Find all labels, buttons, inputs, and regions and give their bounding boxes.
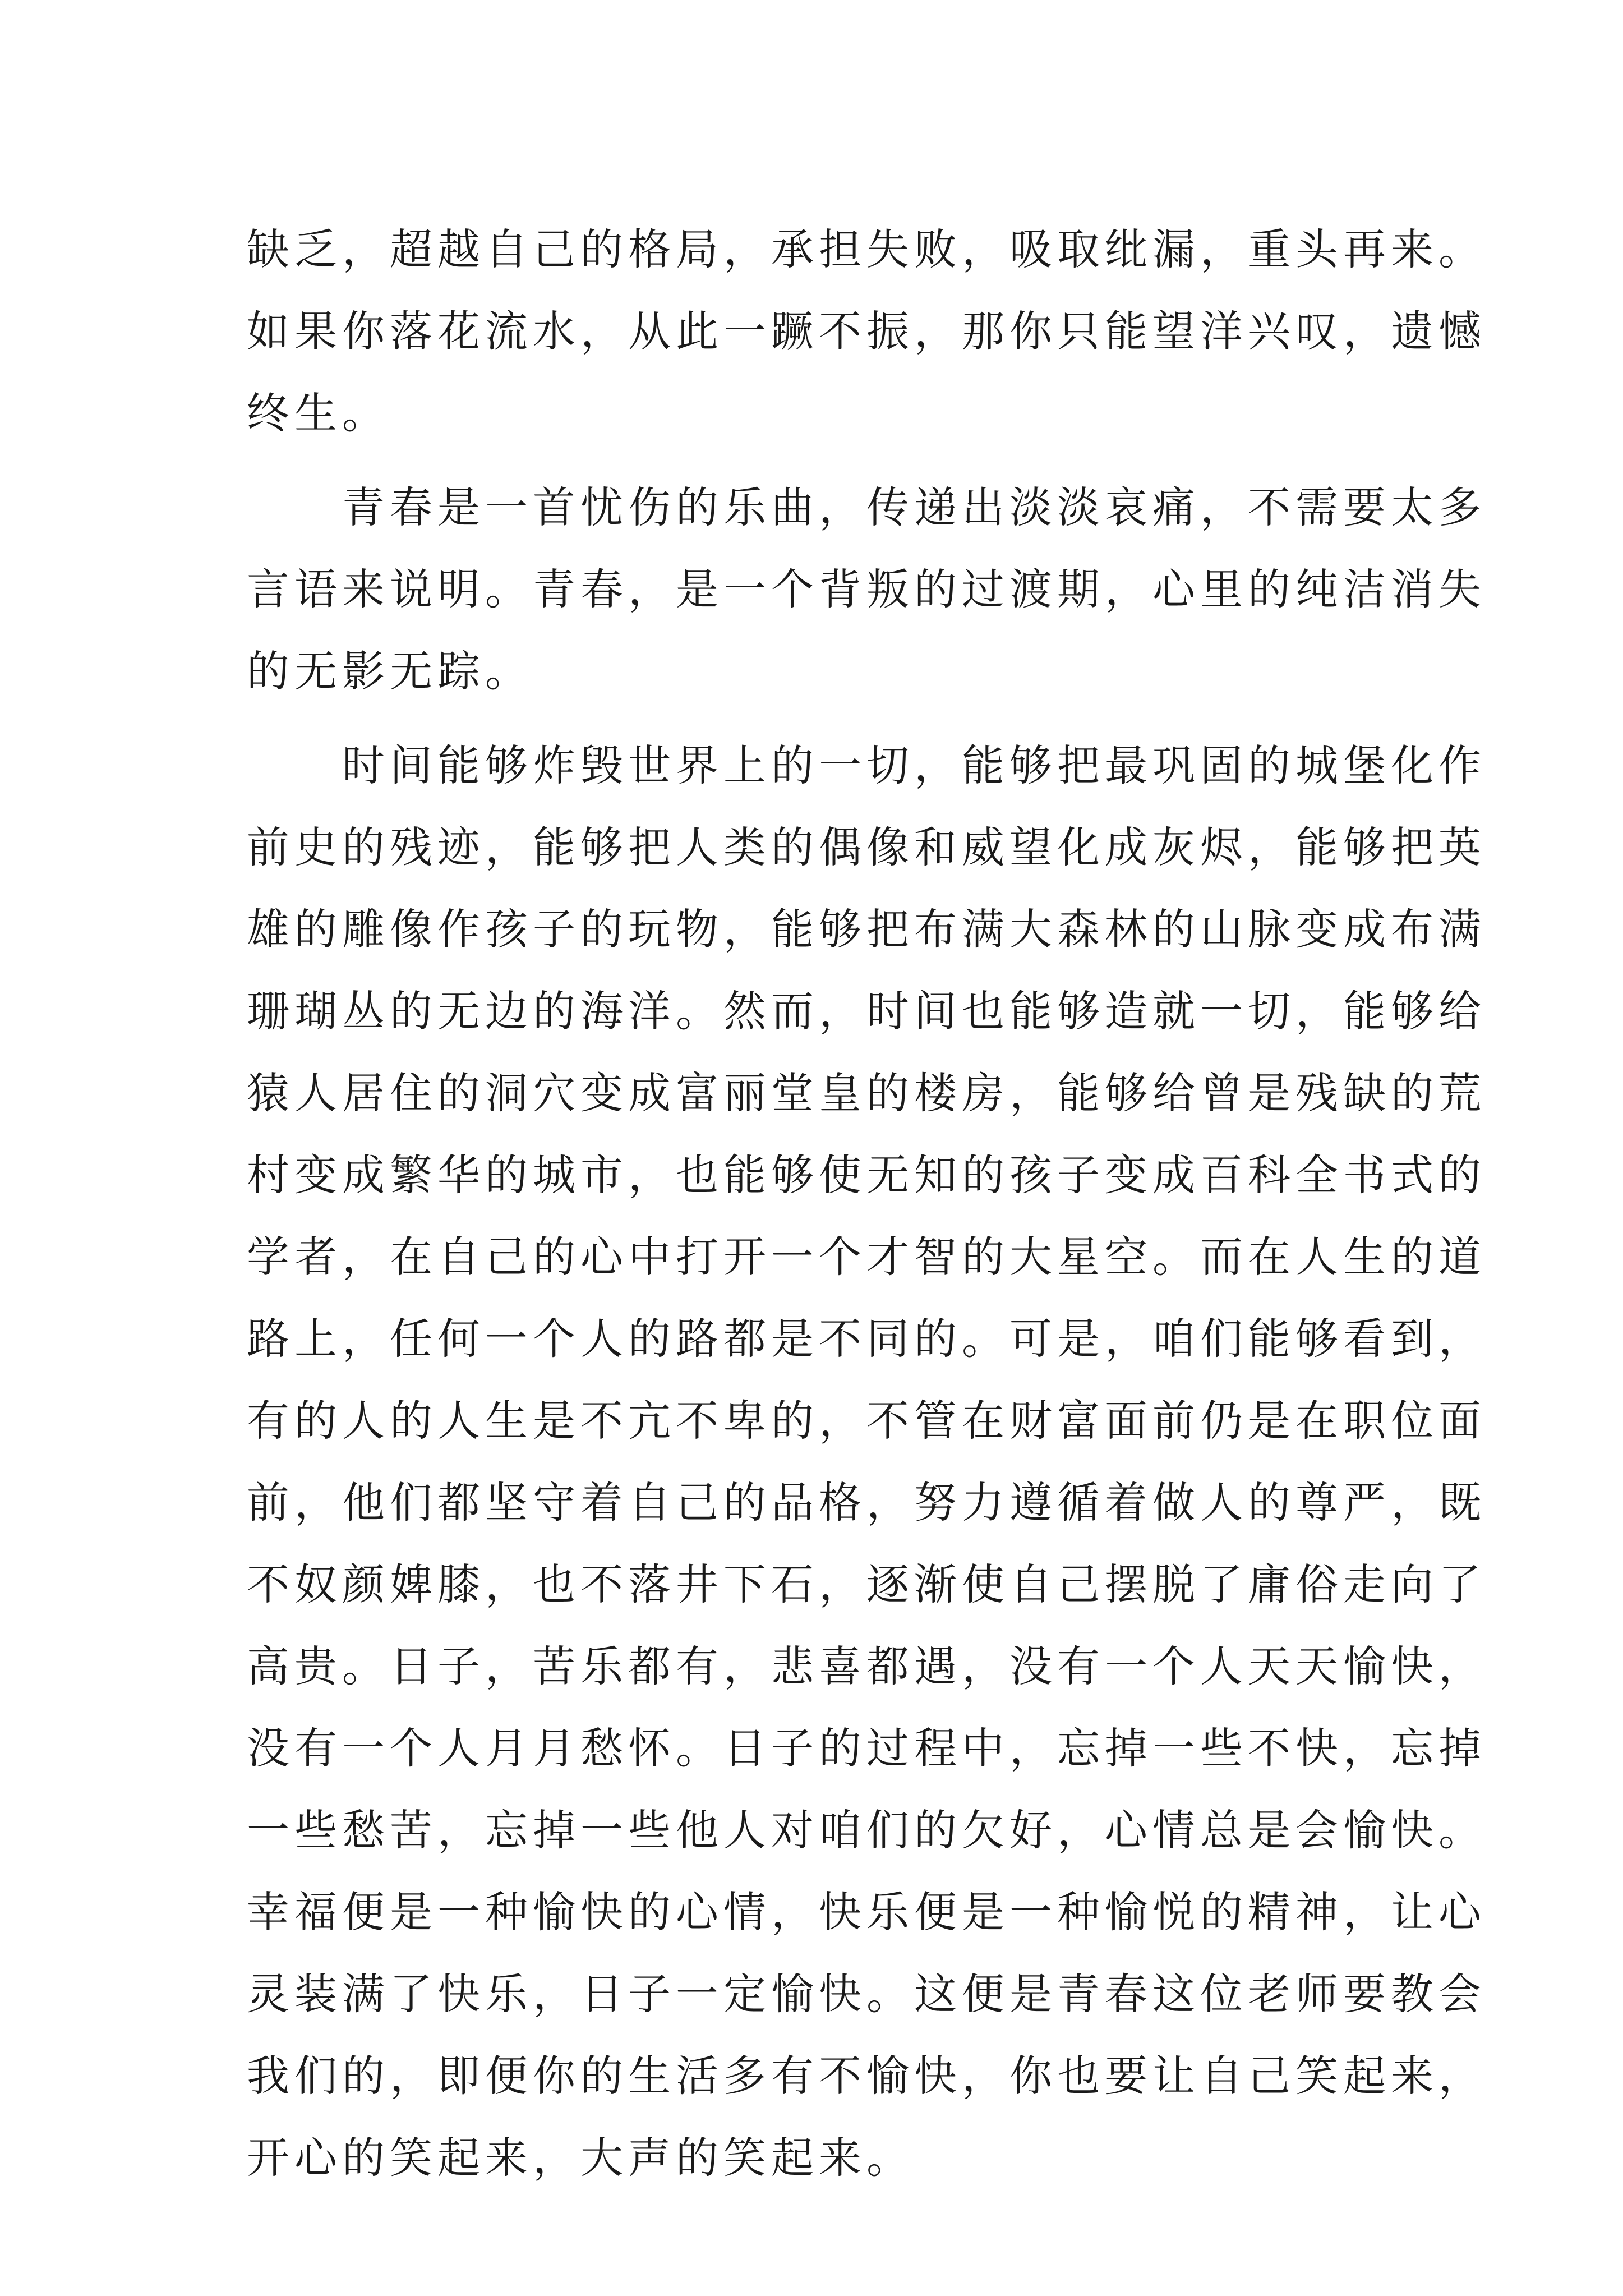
text-line: 前，他们都坚守着自己的品格，努力遵循着做人的尊严，既: [247, 1478, 1486, 1527]
text-line: 时间能够炸毁世界上的一切，能够把最巩固的城堡化作: [247, 740, 1486, 790]
text-line: 路上，任何一个人的路都是不同的。可是，咱们能够看到，: [247, 1314, 1486, 1364]
text-line: 学者，在自己的心中打开一个才智的大星空。而在人生的道: [247, 1232, 1486, 1282]
paragraph-1: [247, 209, 1486, 454]
text-line: 缺乏，超越自己的格局，承担失败，吸取纰漏，重头再来。: [247, 224, 1486, 274]
text-line: 村变成繁华的城市，也能够使无知的孩子变成百科全书式的: [247, 1150, 1486, 1200]
paragraph-3: [247, 725, 1486, 2199]
text-line: 幸福便是一种愉快的心情，快乐便是一种愉悦的精神，让心: [247, 1887, 1486, 1937]
text-line: 珊瑚丛的无边的海洋。然而，时间也能够造就一切，能够给: [247, 986, 1486, 1036]
text-line: 我们的，即便你的生活多有不愉快，你也要让自己笑起来，: [247, 2051, 1486, 2101]
paragraph-2: [247, 467, 1486, 712]
text-line: 前史的残迹，能够把人类的偶像和威望化成灰烬，能够把英: [247, 822, 1486, 872]
text-line: 猿人居住的洞穴变成富丽堂皇的楼房，能够给曾是残缺的荒: [247, 1068, 1486, 1118]
text-line: 终生。: [247, 388, 390, 438]
text-line: 没有一个人月月愁怀。日子的过程中，忘掉一些不快，忘掉: [247, 1723, 1486, 1773]
text-line: 如果你落花流水，从此一蹶不振，那你只能望洋兴叹，遗憾: [247, 306, 1486, 356]
text-line: 开心的笑起来，大声的笑起来。: [247, 2133, 914, 2183]
text-line: 雄的雕像作孩子的玩物，能够把布满大森林的山脉变成布满: [247, 904, 1486, 954]
paragraph-spacer: [247, 712, 1413, 725]
text-line: 不奴颜婢膝，也不落井下石，逐渐使自己摆脱了庸俗走向了: [247, 1559, 1486, 1609]
paragraph-spacer: [247, 454, 1413, 467]
text-line: 青春是一首忧伤的乐曲，传递出淡淡哀痛，不需要太多: [247, 482, 1486, 532]
text-line: 灵装满了快乐，日子一定愉快。这便是青春这位老师要教会: [247, 1969, 1486, 2019]
text-line: 的无影无踪。: [247, 646, 533, 696]
text-line: 高贵。日子，苦乐都有，悲喜都遇，没有一个人天天愉快，: [247, 1641, 1486, 1691]
body-text: [247, 209, 1486, 2199]
text-line: 言语来说明。青春，是一个背叛的过渡期，心里的纯洁消失: [247, 564, 1486, 614]
text-line: 一些愁苦，忘掉一些他人对咱们的欠好，心情总是会愉快。: [247, 1805, 1486, 1855]
text-line: 有的人的人生是不亢不卑的，不管在财富面前仍是在职位面: [247, 1396, 1486, 1446]
